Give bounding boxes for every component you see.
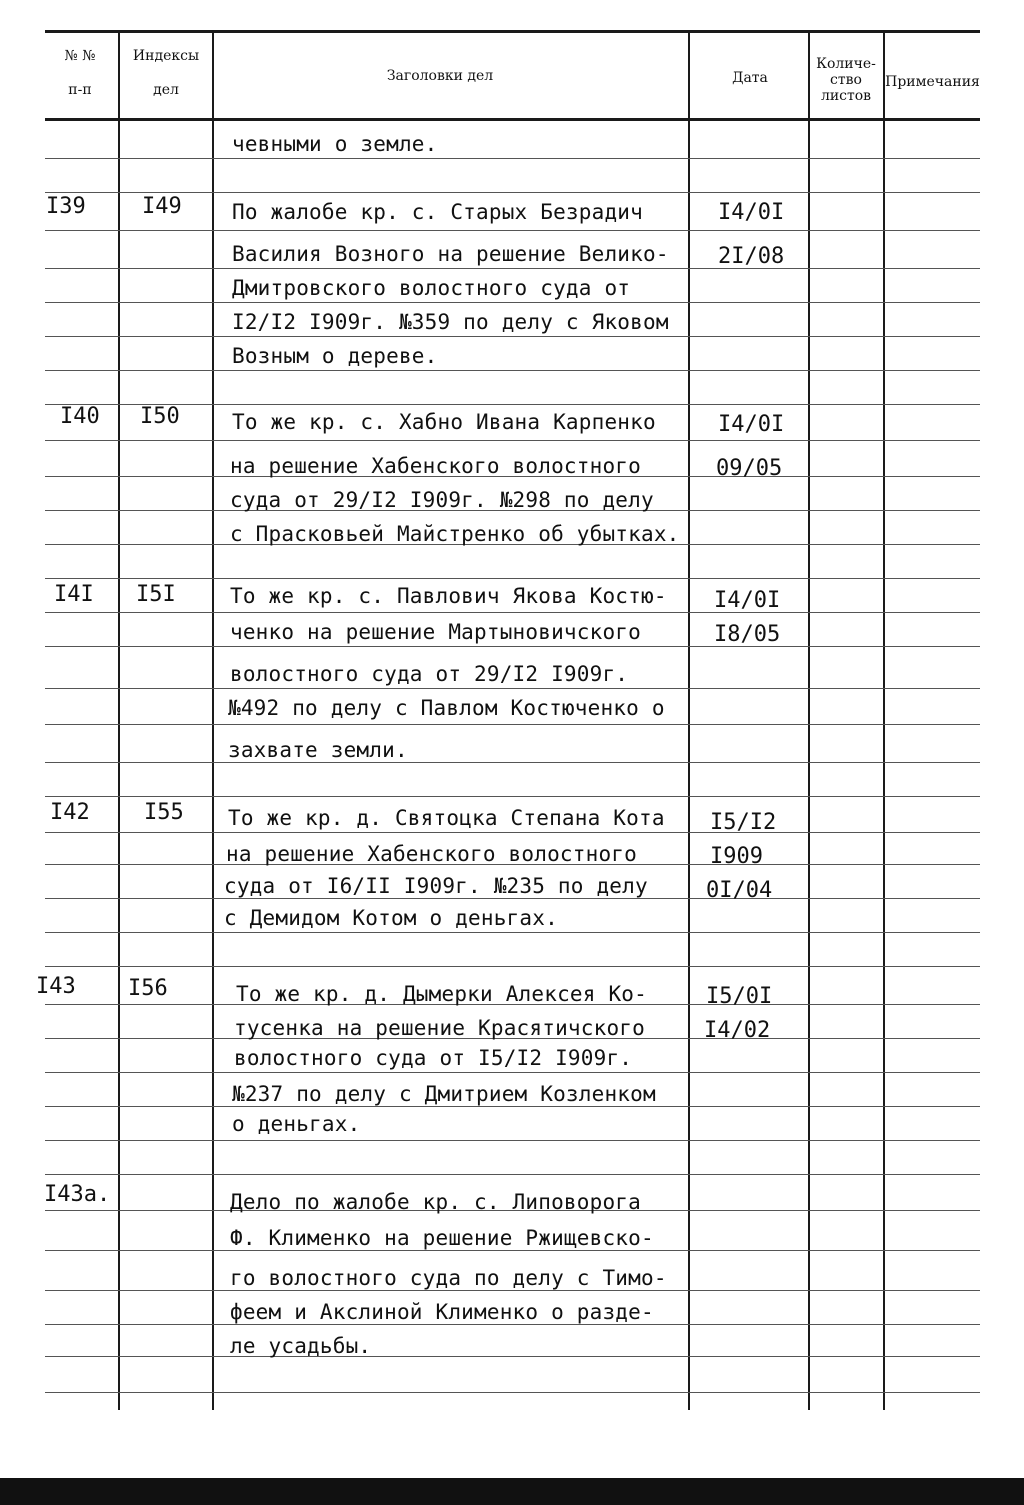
ruled-line <box>45 1174 980 1175</box>
row-number: I42 <box>50 800 90 825</box>
column-rule <box>883 30 885 1410</box>
row-date: I909 <box>710 844 763 869</box>
row-title-line: чевными о земле. <box>232 132 438 156</box>
ruled-line <box>45 1356 980 1357</box>
header-number <box>50 48 110 98</box>
row-date: I8/05 <box>714 622 781 647</box>
ruled-line <box>45 336 980 337</box>
row-date: 2I/08 <box>718 244 785 269</box>
header-number-line2: п-п <box>68 82 92 98</box>
header-index-line1: Индексы <box>132 48 200 64</box>
ruled-line <box>45 158 980 159</box>
header-notes: Примечания <box>885 74 980 90</box>
row-title-line: То же кр. д. Дымерки Алексея Ко- <box>236 982 647 1006</box>
ruled-line <box>45 440 980 441</box>
column-rule <box>212 30 214 1410</box>
header-date: Дата <box>732 70 768 86</box>
row-title-line: захвате земли. <box>228 738 408 762</box>
row-title-line: о деньгах. <box>232 1112 361 1136</box>
row-number: I4I <box>54 582 94 607</box>
row-title-line: феем и Акслиной Клименко о разде- <box>230 1300 654 1324</box>
row-number: I39 <box>46 194 86 219</box>
row-title-line: ченко на решение Мартыновичского <box>230 620 641 644</box>
column-rule <box>688 30 690 1410</box>
row-title-line: Дело по жалобе кр. с. Липоворога <box>230 1190 641 1214</box>
row-title-line: То же кр. с. Хабно Ивана Карпенко <box>232 410 656 434</box>
header-count-line2: ство <box>830 72 862 88</box>
ruled-line <box>45 688 980 689</box>
row-title-line: №492 по делу с Павлом Костюченко о <box>228 696 665 720</box>
ruled-line <box>45 832 980 833</box>
row-title-line: го волостного суда по делу с Тимо- <box>230 1266 667 1290</box>
ruled-line <box>45 268 980 269</box>
row-title-line: волостного суда от 29/I2 I909г. <box>230 662 629 686</box>
ruled-line <box>45 1290 980 1291</box>
ruled-line <box>45 612 980 613</box>
ruled-line <box>45 966 980 967</box>
column-rule <box>808 30 810 1410</box>
row-title-line: По жалобе кр. с. Старых Безрадич <box>232 200 643 224</box>
ruled-line <box>45 404 980 405</box>
ruled-line <box>45 230 980 231</box>
row-title-line: №237 по делу с Дмитрием Козленком <box>232 1082 656 1106</box>
ruled-line <box>45 1140 980 1141</box>
row-number: I43 <box>36 974 76 999</box>
row-date: I4/02 <box>704 1018 771 1043</box>
scan-edge-shadow <box>0 1478 1024 1505</box>
row-date: I4/0I <box>714 588 781 613</box>
row-title-line: I2/I2 I909г. №359 по делу с Яковом <box>232 310 669 334</box>
ruled-line <box>45 1106 980 1107</box>
ruled-line <box>45 1324 980 1325</box>
ruled-line <box>45 762 980 763</box>
row-number: I40 <box>60 404 100 429</box>
ruled-line <box>45 724 980 725</box>
ruled-line <box>45 646 980 647</box>
row-date: I4/0I <box>718 412 785 437</box>
header-top-rule <box>45 30 980 33</box>
ruled-line <box>45 192 980 193</box>
row-title-line: То же кр. с. Павлович Якова Костю- <box>230 584 667 608</box>
ruled-line <box>45 370 980 371</box>
header-bottom-rule <box>45 118 980 121</box>
header-count-line3: листов <box>820 88 872 104</box>
row-title-line: Василия Возного на решение Велико- <box>232 242 669 266</box>
row-index: I49 <box>142 194 182 219</box>
row-title-line: на решение Хабенского волостного <box>230 454 641 478</box>
row-title-line: на решение Хабенского волостного <box>226 842 637 866</box>
row-title-line: ле усадьбы. <box>230 1334 372 1358</box>
row-title-line: Ф. Клименко на решение Ржищевско- <box>230 1226 654 1250</box>
row-index: I55 <box>144 800 184 825</box>
ruled-line <box>45 1250 980 1251</box>
ruled-line <box>45 302 980 303</box>
ruled-line <box>45 578 980 579</box>
row-title-line: с Прасковьей Майстренко об убытках. <box>230 522 680 546</box>
ruled-line <box>45 796 980 797</box>
row-title-line: суда от 29/I2 I909г. №298 по делу <box>230 488 654 512</box>
ruled-line <box>45 898 980 899</box>
row-date: I5/0I <box>706 984 773 1009</box>
row-date: I4/0I <box>718 200 785 225</box>
row-date: 09/05 <box>716 456 783 481</box>
row-title-line: Дмитровского волостного суда от <box>232 276 631 300</box>
row-index: I50 <box>140 404 180 429</box>
header-number-line1: № № <box>64 48 96 64</box>
row-title-line: Возным о дереве. <box>232 344 438 368</box>
row-title-line: тусенка на решение Красятичского <box>234 1016 645 1040</box>
row-number: I43а. <box>44 1182 111 1207</box>
row-date: I5/I2 <box>710 810 777 835</box>
row-date: 0I/04 <box>706 878 773 903</box>
column-rule <box>118 30 120 1410</box>
header-index-line2: дел <box>153 82 179 98</box>
row-title-line: суда от I6/II I909г. №235 по делу <box>224 874 648 898</box>
row-index: I5I <box>136 582 176 607</box>
row-title-line: с Демидом Котом о деньгах. <box>224 906 558 930</box>
header-count-line1: Количе- <box>816 56 876 72</box>
row-index: I56 <box>128 976 168 1001</box>
header-index <box>122 48 210 98</box>
row-title-line: То же кр. д. Святоцка Степана Кота <box>228 806 665 830</box>
ruled-line <box>45 1072 980 1073</box>
header-title: Заголовки дел <box>386 68 494 84</box>
header-count <box>810 56 882 104</box>
row-title-line: волостного суда от I5/I2 I909г. <box>234 1046 633 1070</box>
ruled-line <box>45 932 980 933</box>
ruled-line <box>45 1392 980 1393</box>
